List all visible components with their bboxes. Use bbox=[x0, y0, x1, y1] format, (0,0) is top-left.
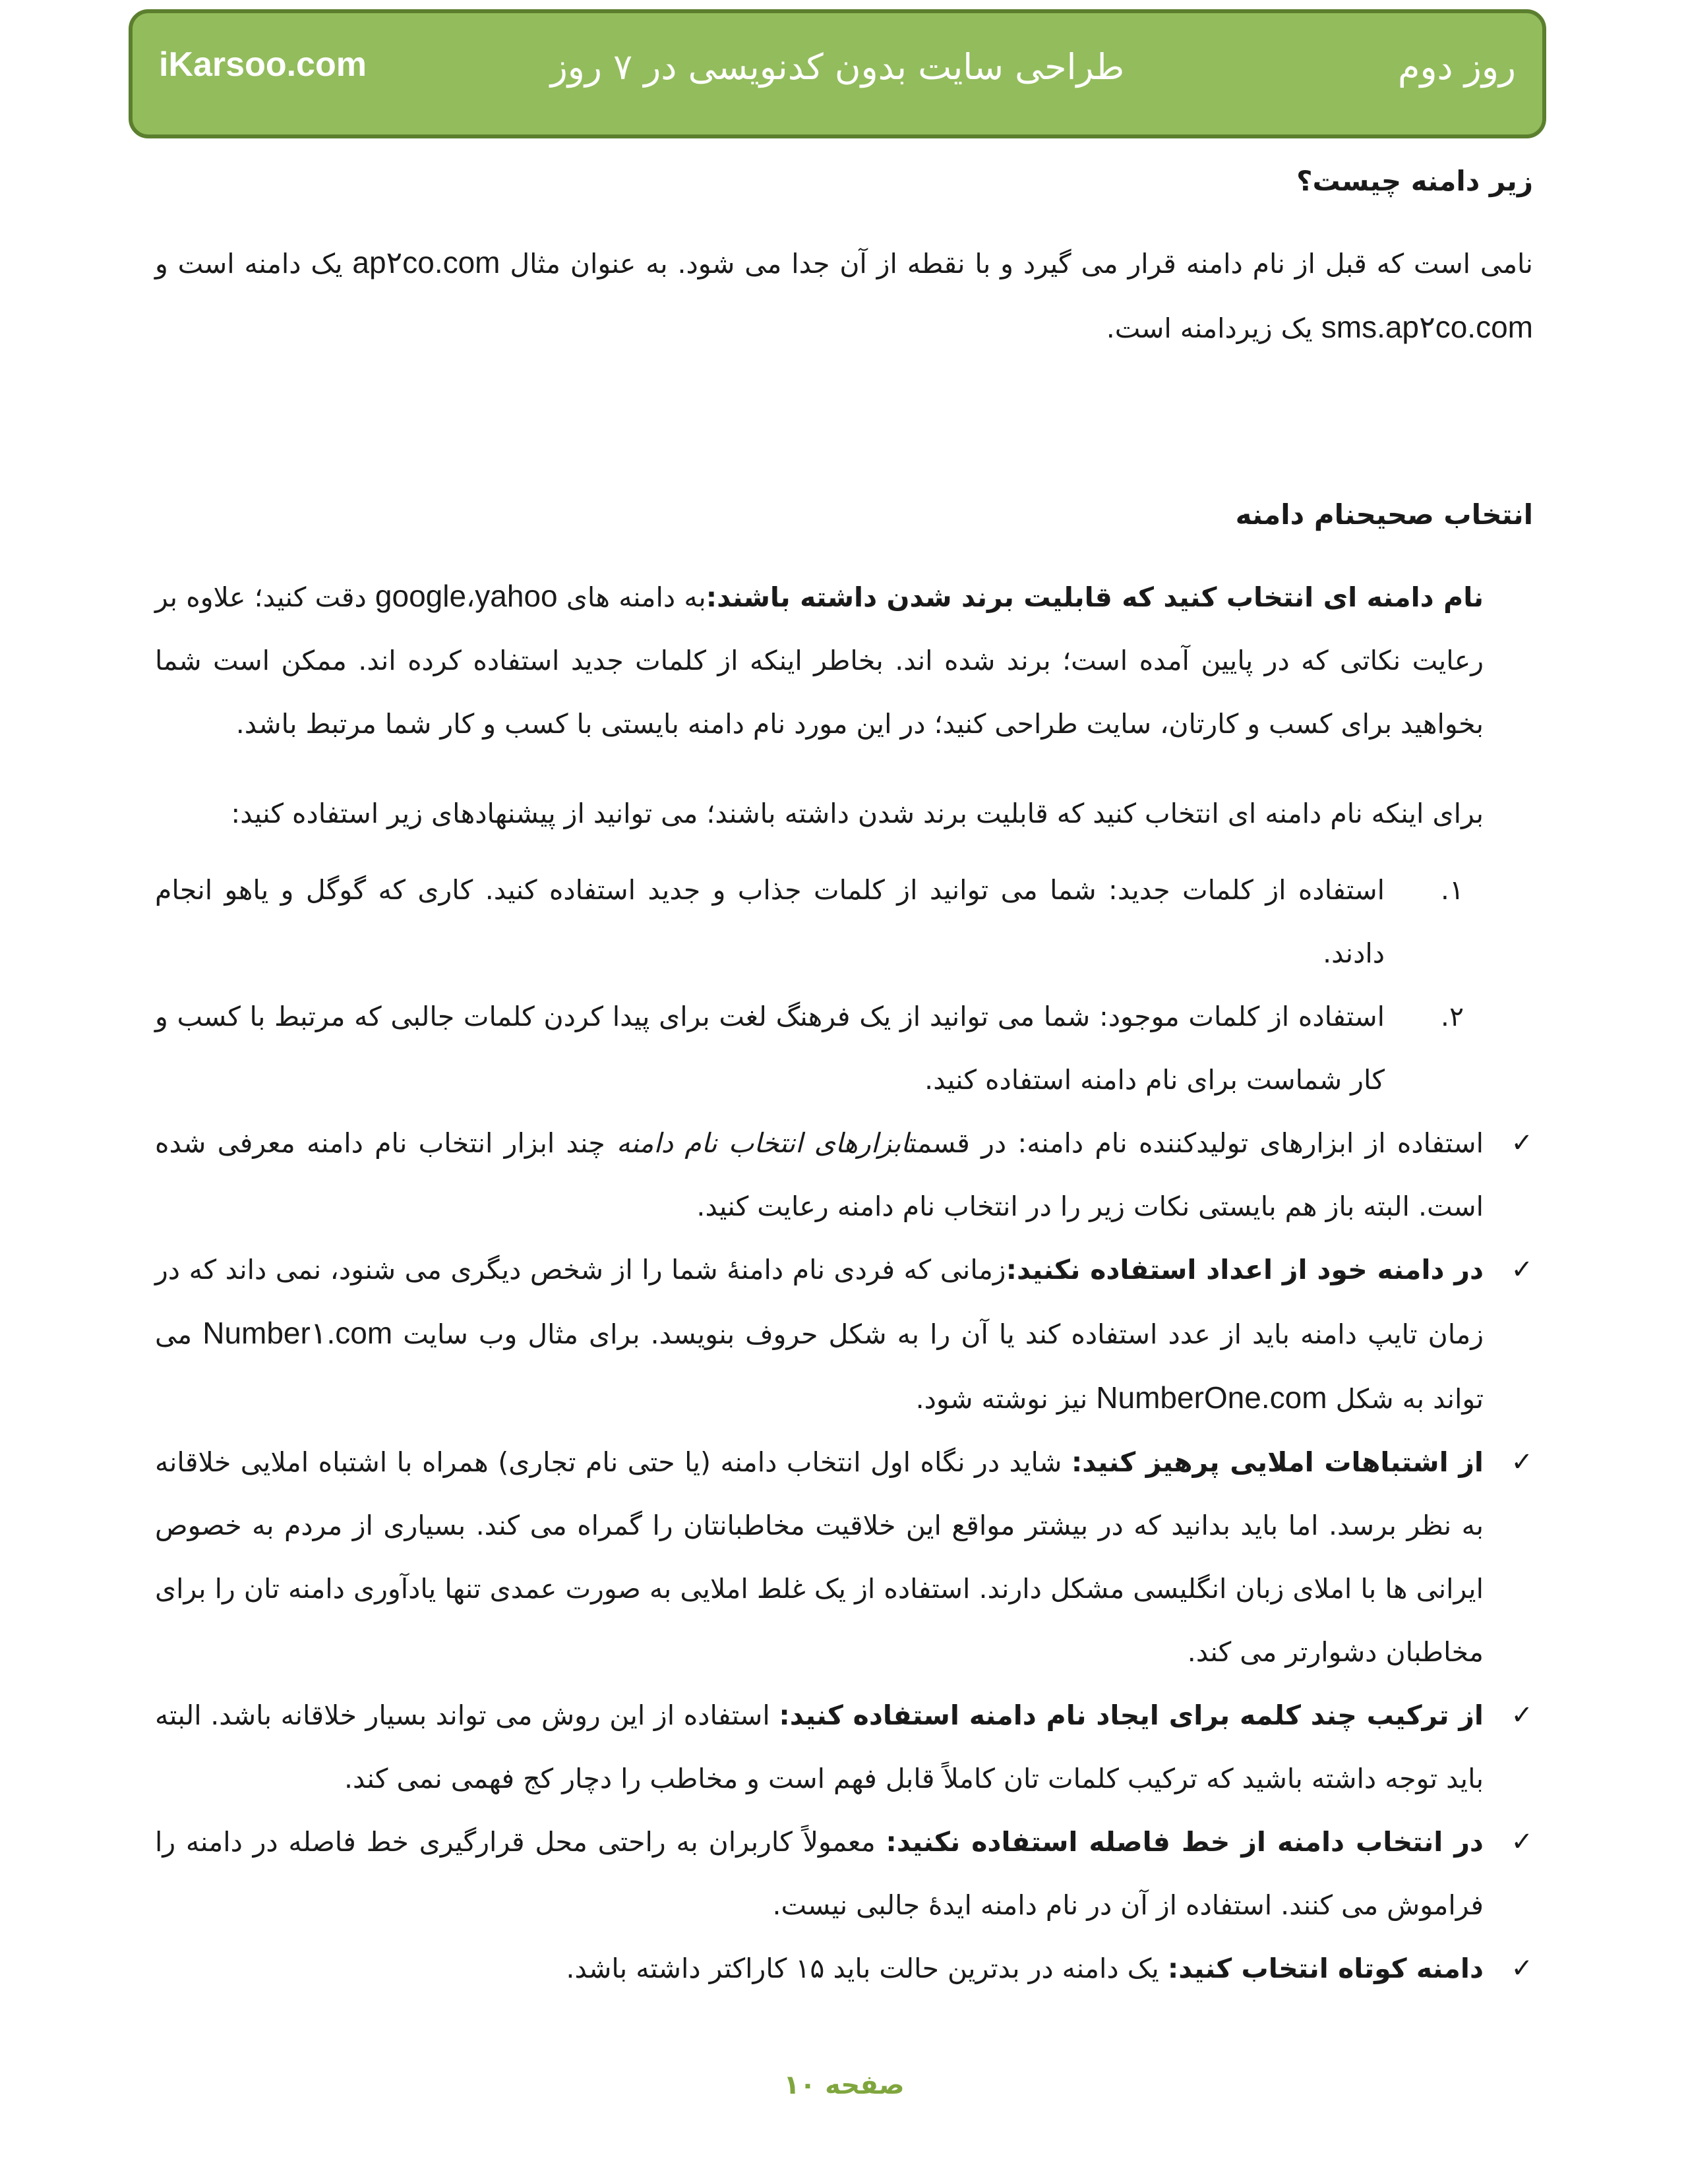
page-number: صفحه ۱۰ bbox=[783, 2070, 905, 2100]
tips-list bbox=[155, 1111, 1533, 2000]
checkmark-icon: ✓ bbox=[1511, 1128, 1533, 1158]
example-domain: ap۲co.com bbox=[352, 245, 500, 280]
subdomain-paragraph: نامی است که قبل از نام دامنه قرار می گیرد و با نقطه از آن جدا می شود. به عنوان مثال ap۲co.com یک دامنه است و sms.ap۲co.com یک زیردامنه است. bbox=[155, 245, 1533, 344]
checkmark-icon: ✓ bbox=[1511, 1700, 1533, 1730]
list-item: ۱. استفاده از کلمات جدید: شما می توانید از کلمات جذاب و جدید استفاده کنید. کاری که گوگل و یاهو انجام دادند. bbox=[155, 858, 1484, 985]
brand-yahoo: yahoo bbox=[475, 579, 558, 613]
checkmark-icon: ✓ bbox=[1511, 1953, 1533, 1984]
checkmark-icon: ✓ bbox=[1511, 1827, 1533, 1857]
list-item: ✓ دامنه کوتاه انتخاب کنید: یک دامنه در بدترین حالت باید ۱۵ کاراکتر داشته باشد. bbox=[155, 1937, 1533, 2000]
list-item: ✓ در انتخاب دامنه از خط فاصله استفاده نکنید: معمولاً کاربران به راحتی محل قرارگیری خط فاصله در دامنه را فراموش می کنند. استفاده از آن در نام دامنه ایدۀ جالبی نیست. bbox=[155, 1810, 1533, 1937]
suggest-intro: برای اینکه نام دامنه ای انتخاب کنید که قابلیت برند شدن داشته باشند؛ می توانید از پیشنهادهای زیر استفاده کنید: bbox=[231, 798, 1484, 829]
list-item: ✓ استفاده از ابزارهای تولیدکننده نام دامنه: در قسمتابزارهای انتخاب نام دامنه چند ابزار انتخاب نام دامنه معرفی شده است. البته باز هم بایستی نکات زیر را در انتخاب نام دامنه رعایت کنید. bbox=[155, 1111, 1533, 1238]
brand-paragraph: نام دامنه ای انتخاب کنید که قابلیت برند شدن داشته باشند:به دامنه های google،yahoo دقت کنید؛ علاوه بر رعایت نکاتی که در پایین آمده است؛ برند شده اند. بخاطر اینکه از کلمات جدید استفاده کرده اند. ممکن است شما بخواهید برای کسب و کارتان، سایت طراحی کنید؛ در این مورد نام دامنه بایستی با کسب و کار شما مرتبط باشد. bbox=[155, 579, 1484, 740]
list-number: ۱. bbox=[1440, 874, 1464, 906]
header-title: طراحی سایت بدون کدنویسی در ۷ روز bbox=[550, 46, 1125, 88]
header-day: روز دوم bbox=[1398, 46, 1516, 88]
subdomain-heading: زیر دامنه چیست؟ bbox=[1296, 165, 1533, 197]
choose-heading: انتخاب صحیحنام دامنه bbox=[1235, 498, 1533, 531]
brand-google: google bbox=[375, 579, 467, 613]
generator-tools-link-text: ابزارهای انتخاب نام دامنه bbox=[617, 1127, 909, 1159]
page-content bbox=[155, 158, 1533, 2000]
numbers-example-1: Number۱.com bbox=[202, 1316, 393, 1350]
list-item: ✓ از اشتباهات املایی پرهیز کنید: شاید در نگاه اول انتخاب دامنه (یا حتی نام تجاری) همراه با اشتباه املایی خلاقانه به نظر برسد. اما باید بدانید که در بیشتر مواقع این خلاقیت مخاطبانتان را گمراه می کند. بسیاری از مردم به خصوص ایرانی ها با املای زبان انگلیسی مشکل دارند. استفاده از یک غلط املایی به صورت عمدی تنها یادآوری دامنه تان را برای مخاطبان دشوارتر می کند. bbox=[155, 1431, 1533, 1684]
page-header bbox=[129, 9, 1546, 138]
example-subdomain: sms.ap۲co.com bbox=[1321, 310, 1533, 344]
list-number: ۲. bbox=[1440, 1001, 1464, 1032]
suggestion-list bbox=[155, 858, 1533, 1111]
list-item: ✓ در دامنه خود از اعداد استفاده نکنید:زمانی که فردی نام دامنۀ شما را از شخص دیگری می شنود، نمی داند که در زمان تایپ دامنه باید از عدد استفاده کند یا آن را به شکل حروف بنویسد. برای مثال وب سایت Number۱.com می تواند به شکل NumberOne.com نیز نوشته شود. bbox=[155, 1238, 1533, 1431]
list-item: ✓ از ترکیب چند کلمه برای ایجاد نام دامنه استفاده کنید: استفاده از این روش می تواند بسیار خلاقانه باشد. البته باید توجه داشته باشید که ترکیب کلمات تان کاملاً قابل فهم است و مخاطب را دچار کج فهمی نمی کند. bbox=[155, 1684, 1533, 1810]
list-item: ۲. استفاده از کلمات موجود: شما می توانید از یک فرهنگ لغت برای پیدا کردن کلمات جالبی که مرتبط با کسب و کار شماست برای نام دامنه استفاده کنید. bbox=[155, 985, 1484, 1111]
checkmark-icon: ✓ bbox=[1511, 1254, 1533, 1285]
header-site-name: iKarsoo.com bbox=[159, 45, 367, 84]
checkmark-icon: ✓ bbox=[1511, 1447, 1533, 1477]
numbers-example-2: NumberOne.com bbox=[1096, 1380, 1327, 1415]
